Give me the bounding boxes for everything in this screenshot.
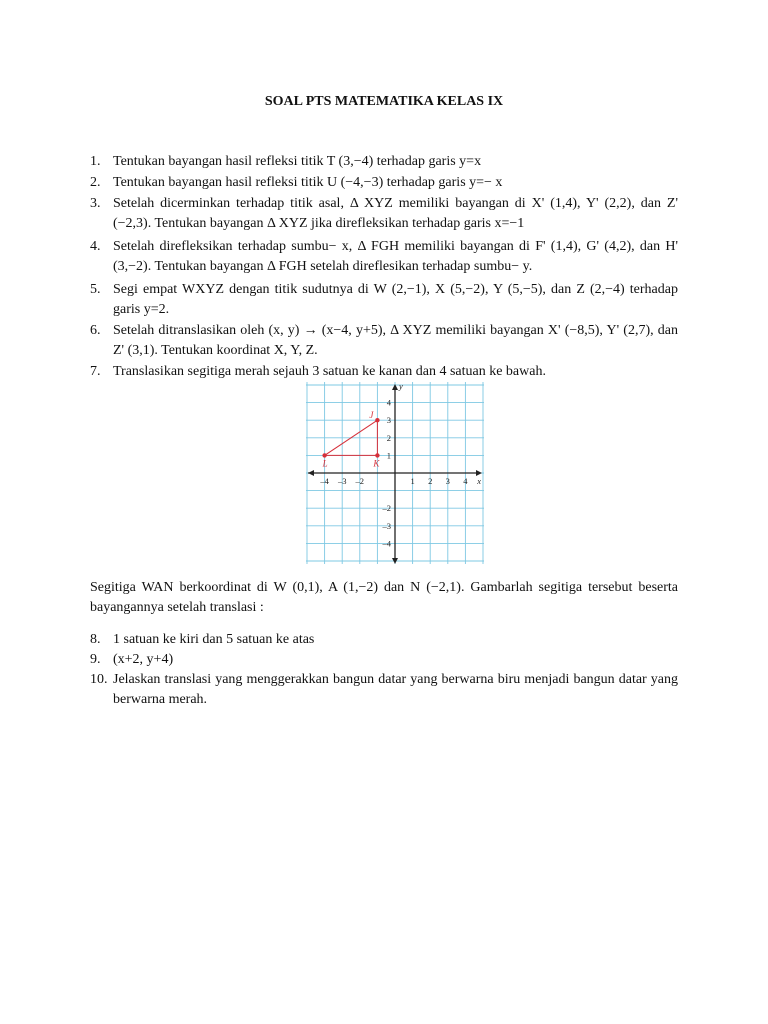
y-tick-label: 2: [386, 432, 391, 443]
x-tick-label: 1: [410, 476, 415, 486]
y-tick-label: –2: [382, 503, 391, 514]
question-text: Setelah dicerminkan terhadap titik asal, Δ XYZ memiliki bayangan di X' (1,4), Y' (2,2), dan Z' (−2,3). Tentukan bayangan Δ XYZ jika direfleksikan terhadap garis x=−1: [113, 196, 678, 231]
question-2: [90, 173, 678, 193]
question-number: 9.: [90, 652, 101, 667]
question-6: [90, 321, 678, 361]
page-title: SOAL PTS MATEMATIKA KELAS IX: [264, 94, 504, 109]
y-tick-label: 3: [386, 415, 391, 426]
y-tick-label: 1: [386, 450, 391, 461]
question-text: (x+2, y+4): [113, 652, 174, 667]
question-text: Translasikan segitiga merah sejauh 3 satuan ke kanan dan 4 satuan ke bawah.: [113, 364, 546, 379]
question-number: 5.: [90, 282, 101, 297]
question-number: 1.: [90, 154, 101, 169]
x-tick-label: –2: [355, 476, 365, 486]
red-triangle: [322, 410, 381, 468]
x-axis-arrow-left: [308, 470, 314, 476]
x-axis-label: x: [477, 476, 481, 486]
vertex-label: K: [373, 458, 380, 469]
question-3: [90, 194, 678, 234]
question-text: Tentukan bayangan hasil refleksi titik T (3,−4) terhadap garis y=x: [113, 154, 482, 169]
question-text: Setelah ditranslasikan oleh (x, y) → (x−4, y+5), Δ XYZ memiliki bayangan X' (−8,5), Y' (2,7), dan Z' (3,1). Tentukan koordinat X, Y, Z.: [113, 323, 678, 358]
question-4: [90, 237, 678, 277]
y-axis-label: y: [399, 382, 403, 391]
triangle-vertex: [375, 418, 379, 422]
question-9: [90, 650, 678, 670]
x-tick-label: 4: [463, 476, 468, 486]
question-number: 2.: [90, 175, 101, 190]
question-number: 4.: [90, 239, 101, 254]
y-tick-label: 4: [386, 397, 391, 408]
instruction-paragraph: Segitiga WAN berkoordinat di W (0,1), A (1,−2) dan N (−2,1). Gambarlah segitiga tersebut beserta bayangannya setelah translasi :: [90, 580, 678, 615]
question-number: 3.: [90, 196, 101, 211]
vertex-label: L: [322, 458, 328, 469]
x-tick-label: 3: [445, 476, 450, 486]
vertex-label: J: [369, 410, 374, 421]
x-tick-label: 2: [428, 476, 433, 486]
triangle-vertex: [322, 453, 326, 457]
question-text: Tentukan bayangan hasil refleksi titik U (−4,−3) terhadap garis y=− x: [113, 175, 503, 190]
question-text: 1 satuan ke kiri dan 5 satuan ke atas: [113, 632, 315, 647]
question-text: Jelaskan translasi yang menggerakkan bangun datar yang berwarna biru menjadi bangun datar yang berwarna merah.: [113, 672, 678, 707]
question-8: [90, 630, 678, 650]
question-number: 7.: [90, 364, 101, 379]
tick-labels: [319, 382, 481, 548]
y-tick-label: –3: [382, 520, 391, 531]
question-text: Segi empat WXYZ dengan titik sudutnya di W (2,−1), X (5,−2), Y (5,−5), dan Z (2,−4) terhadap garis y=2.: [113, 282, 678, 317]
question-number: 10.: [90, 672, 108, 687]
axes: [308, 384, 482, 564]
y-tick-label: –4: [382, 538, 391, 549]
question-10: [90, 670, 678, 710]
question-number: 6.: [90, 323, 101, 338]
question-7: [90, 362, 678, 382]
question-number: 8.: [90, 632, 101, 647]
question-text: Setelah direfleksikan terhadap sumbu− x, Δ FGH memiliki bayangan di F' (1,4), G' (4,2), dan H' (3,−2). Tentukan bayangan Δ FGH setelah direflesikan terhadap sumbu− y.: [113, 239, 678, 274]
coordinate-graph: [306, 382, 484, 564]
x-tick-label: –4: [320, 476, 329, 486]
question-1: [90, 152, 678, 172]
question-5: [90, 280, 678, 320]
triangle-vertex: [375, 453, 379, 457]
x-tick-label: –3: [337, 476, 347, 486]
